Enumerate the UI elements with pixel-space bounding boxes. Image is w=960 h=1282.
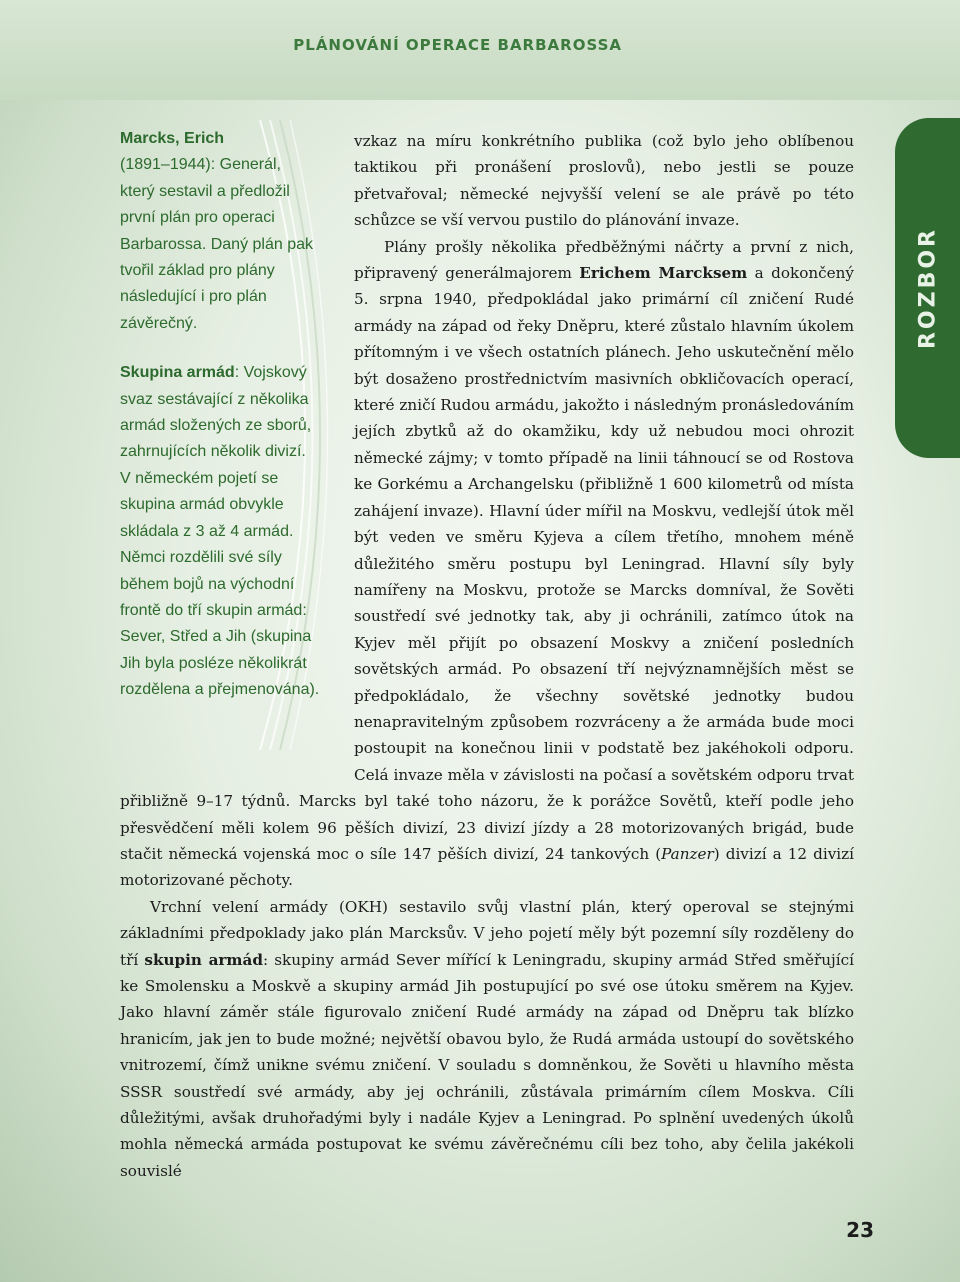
glossary-term: Skupina armád bbox=[120, 364, 235, 382]
running-title: PLÁNOVÁNÍ OPERACE BARBAROSSA bbox=[293, 36, 622, 54]
section-tab bbox=[895, 118, 960, 458]
bold-term: Erichem Marcksem bbox=[579, 264, 748, 283]
page-number: 23 bbox=[846, 1218, 874, 1242]
glossary-term: Marcks, Erich bbox=[120, 130, 225, 147]
paragraph-2: Plány prošly několika předběžnými náčrty a první z nich, připravený generálmajorem Erichem Marcksem a dokončený 5. srpna 1940, předpokládal jako primární cíl zničení Rudé armády na západ od řeky Dněpru, které zůstalo hlavním úkolem přítomným i ve všech ostatních plánech. Jeho uskutečnění mělo být dosaženo prostřednictvím masivních obkličovacích operací, které zničí Rudou armádu, jakožto i následným pronásledováním jejích zbytků až do okamžiku, kdy už nebudou moci ohrozit německé zájmy; v tomto případě na linii táhnoucí se od Rostova ke Gorkému a Archangelsku (přibližně 1 600 kilometrů od místa zahájení invaze). Hlavní úder mířil na Moskvu, vedlejší útok měl být veden ve směru Kyjeva a cílem třetího, mnohem méně důležitého směru postupu byl Leningrad. Hlavní síly byly namířeny na Moskvu, protože se Marcks domníval, že Sověti soustředí své jednotky tak, aby ji ochránili, zatímco útok na Kyjev měl přijít po obsazení Moskvy a zničení posledních sovětských armád. Po obsazení tří nejvýznamnějších měst se předpokládalo, že všechny sovětské jednotky budou nenapravitelným způsobem rozvráceny a že armáda bude moci postoupit na konečnou linii v podstatě bez jakéhokoli odporu. Celá invaze měla v závislosti na počasí a sovětském odporu trvat přibližně 9–17 týdnů. Marcks byl také toho názoru, že k porážce Sovětů, kteří podle jeho přesvědčení měli kolem 96 pěších divizí, 23 divizí jízdy a 28 motorizovaných brigád, bude stačit německá vojenská moc o síle 147 pěších divizí, 24 tankových (Panzer) divizí a 12 divizí motorizované pěchoty. bbox=[120, 237, 854, 890]
section-tab-label: ROZBOR bbox=[915, 226, 940, 350]
glossary-definition: (1891–1944): Generál, který sestavil a předložil první plán pro operaci Barbarossa. Daný plán pak tvořil základ pro plány následující i pro plán závěrečný. bbox=[120, 156, 313, 332]
glossary-definition: : Vojskový svaz sestávající z několika armád složených ze sborů, zahrnujících několik divizí. V německém pojetí se skupina armád obvykle skládala z 3 až 4 armád. Němci rozdělili své síly během bojů na východní frontě do tří skupin armád: Sever, Střed a Jih (skupina Jih byla posléze několikrát rozdělena a přejmenována). bbox=[120, 364, 320, 699]
paragraph-3: Vrchní velení armády (OKH) sestavilo svůj vlastní plán, který operoval se stejnými základními předpoklady jako plán Marcksův. V jeho pojetí měly být pozemní síly rozděleny do tří skupin armád: skupiny armád Sever mířící k Leningradu, skupiny armád Střed směřující ke Smolensku a Moskvě a skupiny armád Jih postupující po své ose útoku směrem na Kyjev. Jako hlavní záměr stále figurovalo zničení Rudé armády na západ od Dněpru tak blízko hranicím, jak jen to bude možné; největší obavou bylo, že Rudá armáda ustoupí do sovětského vnitrozemí, čímž unikne svému zničení. V souladu s domněnkou, že Sověti u hlavního města SSSR soustředí své armády, aby jej ochránili, zůstávala primárním cílem Moskva. Cíli důležitými, avšak druhořadými byly i nadále Kyjev a Leningrad. Po splnění uvedených úkolů mohla německá armáda postupovat ke svému závěrečnému cíli bez toho, aby čelila jakékoli souvislé bbox=[120, 897, 854, 1180]
paragraph-1: vzkaz na míru konkrétního publika (což bylo jeho oblíbenou taktikou při pronášení proslovů), nebo jestli se pouze přetvařoval; německé nejvyšší velení se ale právě po této schůzce se vší vervou pustilo do plánování invaze. bbox=[354, 132, 854, 230]
sidebar-space bbox=[120, 128, 354, 768]
italic-term: Panzer bbox=[661, 844, 714, 863]
bold-term: skupin armád bbox=[144, 950, 263, 969]
main-text bbox=[120, 128, 854, 1184]
